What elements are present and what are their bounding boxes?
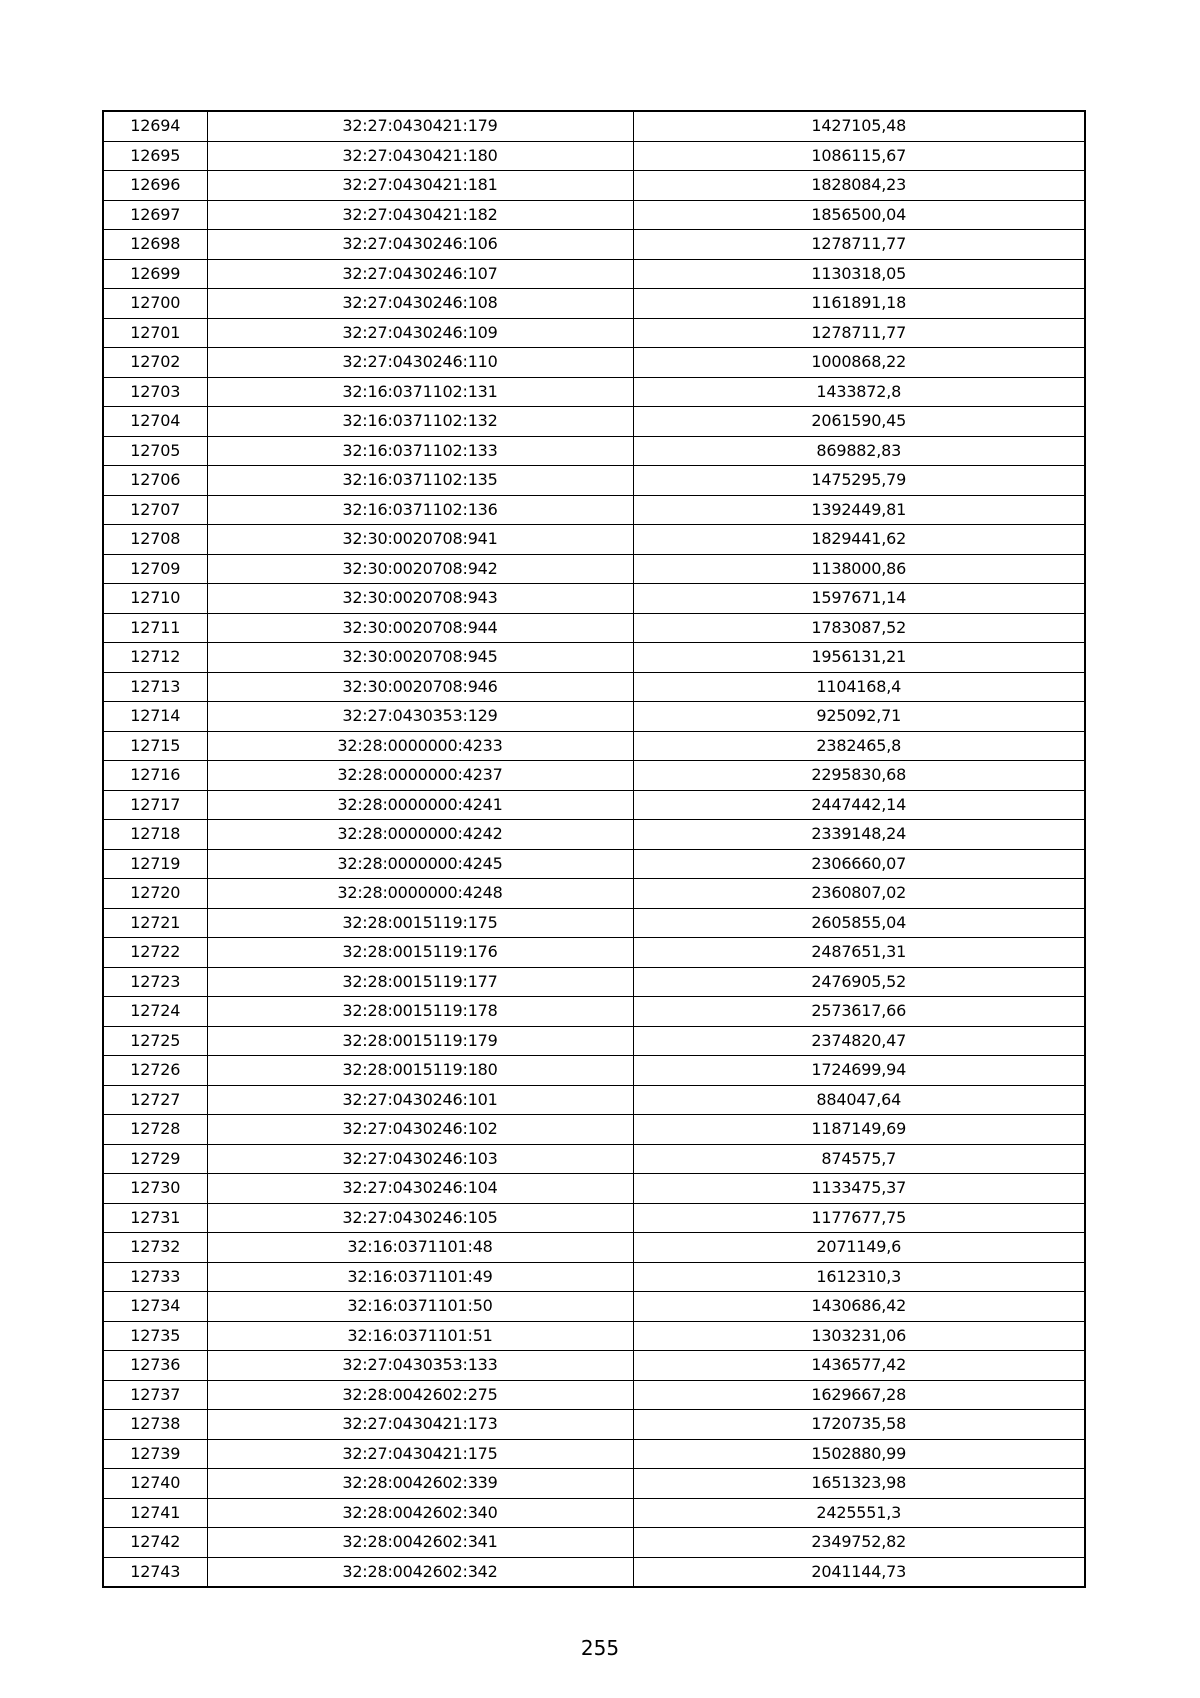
table-row (103, 908, 1085, 938)
row-number-cell: 12699 (103, 259, 207, 289)
cadastral-number-cell: 32:27:0430421:179 (207, 111, 633, 141)
cadastral-number-cell: 32:30:0020708:941 (207, 525, 633, 555)
table-row (103, 967, 1085, 997)
row-number-cell: 12737 (103, 1380, 207, 1410)
value-cell: 1597671,14 (633, 584, 1085, 614)
cadastral-number-cell: 32:28:0042602:275 (207, 1380, 633, 1410)
cadastral-number-cell: 32:27:0430246:109 (207, 318, 633, 348)
cadastral-number-cell: 32:16:0371102:135 (207, 466, 633, 496)
table-row (103, 820, 1085, 850)
table-row (103, 1174, 1085, 1204)
row-number-cell: 12721 (103, 908, 207, 938)
cadastral-value-table (102, 110, 1086, 1588)
table-row (103, 643, 1085, 673)
row-number-cell: 12707 (103, 495, 207, 525)
cadastral-number-cell: 32:27:0430246:101 (207, 1085, 633, 1115)
value-cell: 2487651,31 (633, 938, 1085, 968)
table-row (103, 1292, 1085, 1322)
cadastral-number-cell: 32:16:0371101:51 (207, 1321, 633, 1351)
table-row (103, 1115, 1085, 1145)
cadastral-number-cell: 32:28:0000000:4242 (207, 820, 633, 850)
value-cell: 1720735,58 (633, 1410, 1085, 1440)
table-row (103, 318, 1085, 348)
value-cell: 1000868,22 (633, 348, 1085, 378)
cadastral-number-cell: 32:28:0000000:4241 (207, 790, 633, 820)
row-number-cell: 12719 (103, 849, 207, 879)
row-number-cell: 12715 (103, 731, 207, 761)
row-number-cell: 12726 (103, 1056, 207, 1086)
value-cell: 1651323,98 (633, 1469, 1085, 1499)
row-number-cell: 12714 (103, 702, 207, 732)
cadastral-number-cell: 32:27:0430421:181 (207, 171, 633, 201)
row-number-cell: 12698 (103, 230, 207, 260)
cadastral-number-cell: 32:28:0000000:4245 (207, 849, 633, 879)
row-number-cell: 12729 (103, 1144, 207, 1174)
table-row (103, 1144, 1085, 1174)
table-row (103, 1026, 1085, 1056)
table-row (103, 141, 1085, 171)
value-cell: 1783087,52 (633, 613, 1085, 643)
cadastral-number-cell: 32:28:0042602:342 (207, 1557, 633, 1587)
value-cell: 1187149,69 (633, 1115, 1085, 1145)
cadastral-number-cell: 32:27:0430246:108 (207, 289, 633, 319)
value-cell: 2061590,45 (633, 407, 1085, 437)
cadastral-number-cell: 32:16:0371101:48 (207, 1233, 633, 1263)
row-number-cell: 12694 (103, 111, 207, 141)
cadastral-number-cell: 32:16:0371102:131 (207, 377, 633, 407)
row-number-cell: 12709 (103, 554, 207, 584)
table-row (103, 407, 1085, 437)
row-number-cell: 12723 (103, 967, 207, 997)
table-row (103, 1498, 1085, 1528)
cadastral-number-cell: 32:27:0430246:107 (207, 259, 633, 289)
cadastral-number-cell: 32:28:0015119:175 (207, 908, 633, 938)
value-cell: 1724699,94 (633, 1056, 1085, 1086)
value-cell: 2360807,02 (633, 879, 1085, 909)
value-cell: 2425551,3 (633, 1498, 1085, 1528)
table-row (103, 1262, 1085, 1292)
row-number-cell: 12738 (103, 1410, 207, 1440)
value-cell: 1278711,77 (633, 318, 1085, 348)
cadastral-number-cell: 32:16:0371102:132 (207, 407, 633, 437)
table-row (103, 613, 1085, 643)
value-cell: 1956131,21 (633, 643, 1085, 673)
cadastral-number-cell: 32:28:0015119:178 (207, 997, 633, 1027)
value-cell: 1130318,05 (633, 259, 1085, 289)
table-row (103, 230, 1085, 260)
table-row (103, 554, 1085, 584)
value-cell: 1433872,8 (633, 377, 1085, 407)
value-cell: 2447442,14 (633, 790, 1085, 820)
cadastral-number-cell: 32:28:0015119:179 (207, 1026, 633, 1056)
row-number-cell: 12724 (103, 997, 207, 1027)
row-number-cell: 12705 (103, 436, 207, 466)
cadastral-number-cell: 32:16:0371102:133 (207, 436, 633, 466)
table-row (103, 1321, 1085, 1351)
value-cell: 925092,71 (633, 702, 1085, 732)
value-cell: 2605855,04 (633, 908, 1085, 938)
cadastral-number-cell: 32:27:0430353:133 (207, 1351, 633, 1381)
row-number-cell: 12725 (103, 1026, 207, 1056)
row-number-cell: 12742 (103, 1528, 207, 1558)
table-row (103, 436, 1085, 466)
cadastral-number-cell: 32:28:0000000:4233 (207, 731, 633, 761)
row-number-cell: 12720 (103, 879, 207, 909)
cadastral-number-cell: 32:27:0430421:175 (207, 1439, 633, 1469)
value-cell: 2573617,66 (633, 997, 1085, 1027)
row-number-cell: 12736 (103, 1351, 207, 1381)
table-row (103, 584, 1085, 614)
value-cell: 1161891,18 (633, 289, 1085, 319)
row-number-cell: 12731 (103, 1203, 207, 1233)
table-row (103, 1528, 1085, 1558)
cadastral-number-cell: 32:30:0020708:942 (207, 554, 633, 584)
table-row (103, 938, 1085, 968)
table-row (103, 1380, 1085, 1410)
row-number-cell: 12741 (103, 1498, 207, 1528)
cadastral-number-cell: 32:30:0020708:946 (207, 672, 633, 702)
cadastral-number-cell: 32:28:0042602:340 (207, 1498, 633, 1528)
table-row (103, 1469, 1085, 1499)
table-row (103, 1439, 1085, 1469)
row-number-cell: 12695 (103, 141, 207, 171)
row-number-cell: 12713 (103, 672, 207, 702)
value-cell: 1629667,28 (633, 1380, 1085, 1410)
cadastral-number-cell: 32:28:0015119:176 (207, 938, 633, 968)
row-number-cell: 12700 (103, 289, 207, 319)
table-body (103, 111, 1085, 1587)
row-number-cell: 12702 (103, 348, 207, 378)
table-row (103, 1085, 1085, 1115)
table-row (103, 997, 1085, 1027)
table-row (103, 200, 1085, 230)
row-number-cell: 12697 (103, 200, 207, 230)
cadastral-number-cell: 32:30:0020708:944 (207, 613, 633, 643)
row-number-cell: 12710 (103, 584, 207, 614)
table-row (103, 790, 1085, 820)
cadastral-number-cell: 32:27:0430246:106 (207, 230, 633, 260)
value-cell: 1612310,3 (633, 1262, 1085, 1292)
cadastral-number-cell: 32:16:0371101:50 (207, 1292, 633, 1322)
value-cell: 1427105,48 (633, 111, 1085, 141)
row-number-cell: 12728 (103, 1115, 207, 1145)
table-row (103, 1351, 1085, 1381)
value-cell: 2374820,47 (633, 1026, 1085, 1056)
value-cell: 884047,64 (633, 1085, 1085, 1115)
cadastral-number-cell: 32:27:0430246:110 (207, 348, 633, 378)
cadastral-number-cell: 32:28:0042602:339 (207, 1469, 633, 1499)
value-cell: 1138000,86 (633, 554, 1085, 584)
row-number-cell: 12716 (103, 761, 207, 791)
value-cell: 2041144,73 (633, 1557, 1085, 1587)
row-number-cell: 12696 (103, 171, 207, 201)
table-row (103, 111, 1085, 141)
cadastral-number-cell: 32:27:0430246:104 (207, 1174, 633, 1204)
cadastral-number-cell: 32:27:0430353:129 (207, 702, 633, 732)
row-number-cell: 12734 (103, 1292, 207, 1322)
value-cell: 1856500,04 (633, 200, 1085, 230)
row-number-cell: 12732 (103, 1233, 207, 1263)
value-cell: 2339148,24 (633, 820, 1085, 850)
value-cell: 2306660,07 (633, 849, 1085, 879)
row-number-cell: 12703 (103, 377, 207, 407)
value-cell: 2382465,8 (633, 731, 1085, 761)
row-number-cell: 12706 (103, 466, 207, 496)
table-row (103, 525, 1085, 555)
row-number-cell: 12717 (103, 790, 207, 820)
value-cell: 1278711,77 (633, 230, 1085, 260)
row-number-cell: 12712 (103, 643, 207, 673)
cadastral-number-cell: 32:30:0020708:945 (207, 643, 633, 673)
cadastral-number-cell: 32:16:0371102:136 (207, 495, 633, 525)
row-number-cell: 12722 (103, 938, 207, 968)
value-cell: 1133475,37 (633, 1174, 1085, 1204)
row-number-cell: 12743 (103, 1557, 207, 1587)
value-cell: 1392449,81 (633, 495, 1085, 525)
cadastral-number-cell: 32:27:0430421:182 (207, 200, 633, 230)
table-row (103, 466, 1085, 496)
row-number-cell: 12704 (103, 407, 207, 437)
value-cell: 1475295,79 (633, 466, 1085, 496)
row-number-cell: 12711 (103, 613, 207, 643)
cadastral-number-cell: 32:27:0430246:105 (207, 1203, 633, 1233)
table-row (103, 731, 1085, 761)
cadastral-number-cell: 32:28:0015119:180 (207, 1056, 633, 1086)
table-row (103, 879, 1085, 909)
row-number-cell: 12735 (103, 1321, 207, 1351)
value-cell: 1177677,75 (633, 1203, 1085, 1233)
value-cell: 1303231,06 (633, 1321, 1085, 1351)
cadastral-number-cell: 32:28:0042602:341 (207, 1528, 633, 1558)
cadastral-number-cell: 32:27:0430421:173 (207, 1410, 633, 1440)
cadastral-number-cell: 32:27:0430246:102 (207, 1115, 633, 1145)
cadastral-number-cell: 32:30:0020708:943 (207, 584, 633, 614)
value-cell: 1829441,62 (633, 525, 1085, 555)
table-row (103, 495, 1085, 525)
table-row (103, 672, 1085, 702)
row-number-cell: 12733 (103, 1262, 207, 1292)
value-cell: 1086115,67 (633, 141, 1085, 171)
value-cell: 2349752,82 (633, 1528, 1085, 1558)
table-row (103, 1056, 1085, 1086)
table-row (103, 171, 1085, 201)
cadastral-number-cell: 32:27:0430246:103 (207, 1144, 633, 1174)
cadastral-number-cell: 32:28:0000000:4248 (207, 879, 633, 909)
cadastral-number-cell: 32:16:0371101:49 (207, 1262, 633, 1292)
table-row (103, 377, 1085, 407)
row-number-cell: 12708 (103, 525, 207, 555)
page-number: 255 (580, 1636, 620, 1660)
value-cell: 869882,83 (633, 436, 1085, 466)
value-cell: 2071149,6 (633, 1233, 1085, 1263)
value-cell: 1430686,42 (633, 1292, 1085, 1322)
row-number-cell: 12740 (103, 1469, 207, 1499)
value-cell: 1104168,4 (633, 672, 1085, 702)
value-cell: 1436577,42 (633, 1351, 1085, 1381)
table-row (103, 348, 1085, 378)
table-row (103, 849, 1085, 879)
table-row (103, 259, 1085, 289)
value-cell: 2476905,52 (633, 967, 1085, 997)
row-number-cell: 12739 (103, 1439, 207, 1469)
table-row (103, 702, 1085, 732)
row-number-cell: 12730 (103, 1174, 207, 1204)
table-row (103, 1410, 1085, 1440)
row-number-cell: 12727 (103, 1085, 207, 1115)
value-cell: 1828084,23 (633, 171, 1085, 201)
table-row (103, 1233, 1085, 1263)
table-row (103, 761, 1085, 791)
table-row (103, 1557, 1085, 1587)
cadastral-number-cell: 32:28:0015119:177 (207, 967, 633, 997)
value-cell: 2295830,68 (633, 761, 1085, 791)
cadastral-number-cell: 32:27:0430421:180 (207, 141, 633, 171)
table-row (103, 289, 1085, 319)
row-number-cell: 12718 (103, 820, 207, 850)
value-cell: 1502880,99 (633, 1439, 1085, 1469)
cadastral-number-cell: 32:28:0000000:4237 (207, 761, 633, 791)
row-number-cell: 12701 (103, 318, 207, 348)
table-row (103, 1203, 1085, 1233)
value-cell: 874575,7 (633, 1144, 1085, 1174)
